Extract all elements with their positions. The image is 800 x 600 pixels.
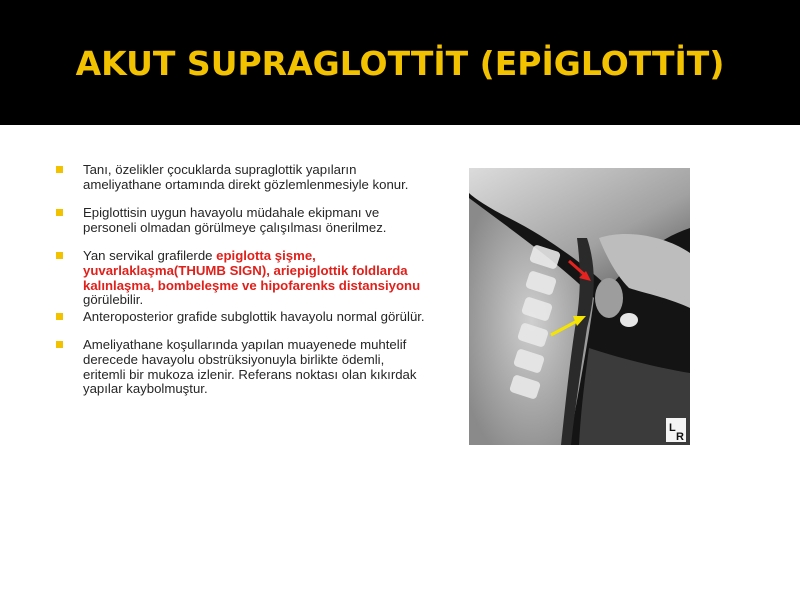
bullet-text: Tanı, özelikler çocuklarda supraglottik yapıların ameliyathane ortamında direkt gözlemlenmesiyle konur. (83, 162, 409, 192)
bullet-text: Anteroposterior grafide subglottik havayolu normal görülür. (83, 308, 425, 324)
bullet-item (56, 310, 426, 325)
bullet-marker (56, 313, 63, 320)
bullet-item (56, 249, 426, 307)
lateral-neck-xray-image (469, 168, 690, 445)
bullet-marker (56, 252, 63, 259)
bullet-highlight: epiglotta şişme, yuvarlaklaşma(THUMB SIGN), ariepiglottik foldlarda kalınlaşma, bombeleşme ve hipofarenks distansiyonu (83, 248, 421, 293)
title-bar (0, 0, 800, 125)
bullet-item (56, 338, 426, 396)
bullet-text-post: görülebilir. (83, 292, 144, 308)
bullet-text: Epiglottisin uygun havayolu müdahale ekipmanı ve personeli olmadan görülmeye çalışılması önerilmez. (83, 205, 387, 235)
xray-marker-r: R (676, 431, 684, 443)
bullet-list (56, 163, 426, 411)
bullet-text: Ameliyathane koşullarında yapılan muayenede muhtelif derecede havayolu obstrüksiyonuyla birlikte ödemli, eritemli bir mukoza izlenir. Referans noktası olan kıkırdak yapılar kaybolmuştur. (83, 337, 417, 397)
slide-title: AKUT SUPRAGLOTTİT (EPİGLOTTİT) (75, 44, 725, 83)
bullet-item (56, 163, 426, 192)
bullet-marker (56, 209, 63, 216)
bullet-item (56, 206, 426, 235)
bullet-marker (56, 341, 63, 348)
bullet-text-pre: Yan servikal grafilerde (83, 248, 217, 264)
bullet-marker (56, 166, 63, 173)
xray-marker-l: L (669, 422, 676, 434)
